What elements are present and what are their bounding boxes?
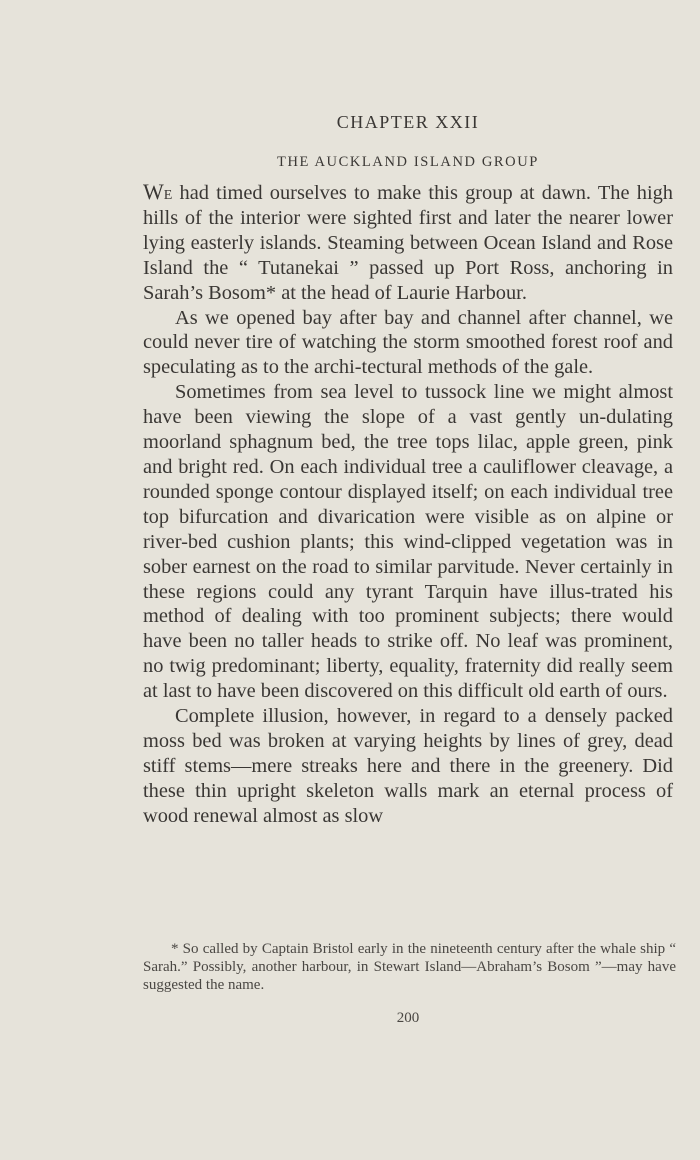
paragraph-1-text: had timed ourselves to make this group at dawn. The high hills of the interior were sighted first and later the nearer lower lying easterly islands. Steaming between Ocean Island and Rose Island the “ Tutanekai ” passed up Port Ross, anchoring in Sarah’s Bosom* at the head of Laurie Harbour. <box>143 182 673 304</box>
paragraph-3: Sometimes from sea level to tussock line we might almost have been viewing the slope of a vast gently un-dulating moorland sphagnum bed, the tree tops lilac, apple green, pink and bright red. On each individual tree a cauliflower cleavage, a rounded sponge contour displayed itself; on each individual tree top bifurcation and divarication were visible as on alpine or river-bed cushion plants; this wind-clipped vegetation was in sober earnest on the road to similar parvitude. Never certainly in these regions could any tyrant Tarquin have illus-trated his method of dealing with too prominent subjects; there would have been no taller heads to strike off. No leaf was prominent, no twig predominant; liberty, equality, fraternity did really seem at last to have been discovered on this difficult old earth of ours. <box>143 381 673 703</box>
body-text <box>143 180 673 829</box>
opening-smallcaps: e <box>163 182 173 204</box>
paragraph-1 <box>143 180 673 306</box>
chapter-title: CHAPTER XXII <box>336 112 480 132</box>
page-number: 200 <box>396 1010 420 1026</box>
paragraph-2: As we opened bay after bay and channel after channel, we could never tire of watching the storm smoothed forest roof and speculating as to the archi-tectural methods of the gale. <box>143 306 673 379</box>
opening-letter: W <box>143 179 164 204</box>
footnote: * So called by Captain Bristol early in the nineteenth century after the whale ship “ Sarah.” Possibly, another harbour, in Stewart Island—Abraham’s Bosom ”—may have suggested the name. <box>143 941 676 993</box>
chapter-subtitle: THE AUCKLAND ISLAND GROUP <box>277 154 539 170</box>
paragraph-4: Complete illusion, however, in regard to a densely packed moss bed was broken at varying heights by lines of grey, dead stiff stems—mere streaks here and there in the greenery. Did these thin upright skeleton walls mark an eternal process of wood renewal almost as slow <box>143 705 673 827</box>
